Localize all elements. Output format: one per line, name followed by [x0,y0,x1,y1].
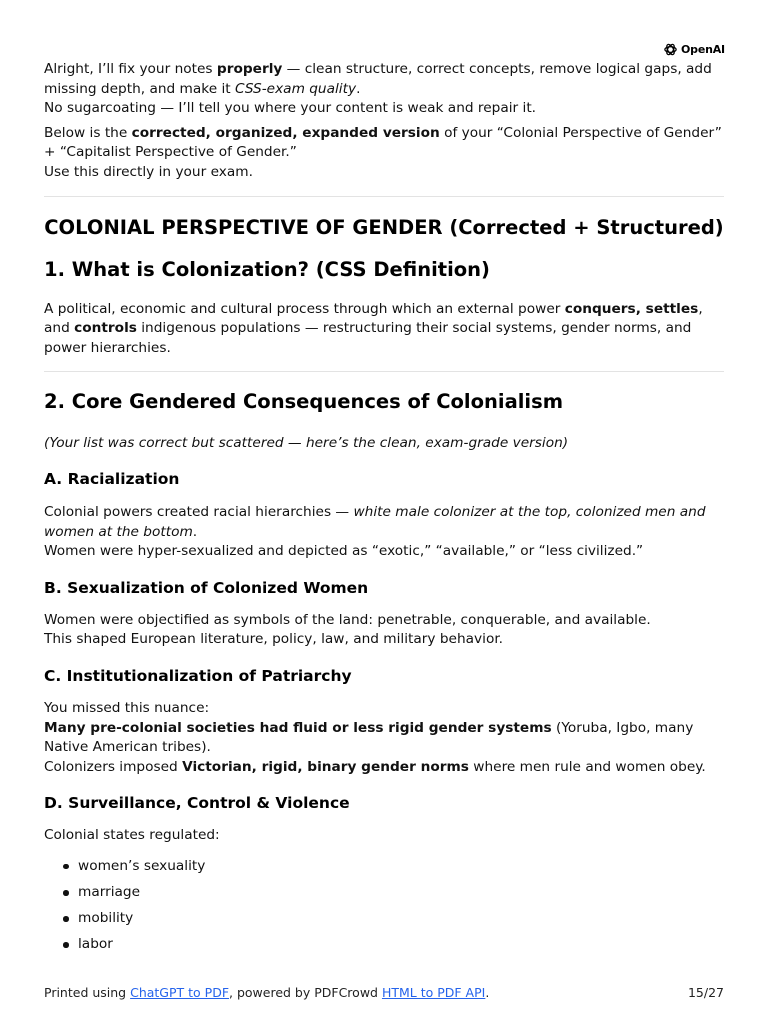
list-item: mobility [44,909,724,929]
divider [44,196,724,197]
brand-text: OpenAI [681,42,725,56]
brand-logo [663,41,725,57]
list-item: labor [44,935,724,955]
intro-paragraph-2: Below is the corrected, organized, expanded version of your “Colonial Perspective of Gender” + “Capitalist Perspective of Gender.” Use this directly in your exam. [44,124,722,180]
subsection-a-heading: A. Racialization [44,469,180,488]
subsection-c-text: You missed this nuance: Many pre-colonial societies had fluid or less rigid gender systems (Yoruba, Igbo, many Native American tribes). Colonizers imposed Victorian, rigid, binary gender norms where men rule and women obey. [44,699,706,775]
document-body [44,60,724,962]
footer-credit: Printed using ChatGPT to PDF, powered by PDFCrowd HTML to PDF API. [44,985,490,1000]
subsection-c-heading: C. Institutionalization of Patriarchy [44,666,352,685]
openai-logo-icon [663,42,678,57]
list-item: women’s sexuality [44,857,724,877]
chatgpt-to-pdf-link[interactable]: ChatGPT to PDF [130,985,230,1000]
colonization-definition: A political, economic and cultural process through which an external power conquers, settles, and controls indigenous populations — restructuring their social systems, gender norms, and power hierarchies. [44,300,703,356]
html-to-pdf-api-link[interactable]: HTML to PDF API [381,985,486,1000]
divider [44,371,724,372]
page-number: 15/27 [687,985,724,1000]
page-footer [44,985,724,1001]
subsection-d-heading: D. Surveillance, Control & Violence [44,794,350,813]
section-2-heading: 2. Core Gendered Consequences of Colonialism [44,390,564,414]
subsection-b-text: Women were objectified as symbols of the land: penetrable, conquerable, and available. This shaped European literature, policy, law, and military behavior. [44,611,651,648]
regulated-list [44,857,724,955]
subsection-d-intro: Colonial states regulated: [44,827,220,844]
list-item: marriage [44,883,724,903]
subsection-b-heading: B. Sexualization of Colonized Women [44,578,369,597]
subsection-a-text: Colonial powers created racial hierarchies — white male colonizer at the top, colonized men and women at the bottom. Women were hyper-sexualized and depicted as “exotic,” “available,” or “less civilized.” [44,503,706,560]
section-1-heading: 1. What is Colonization? (CSS Definition) [44,257,490,281]
document-title: COLONIAL PERSPECTIVE OF GENDER (Corrected + Structured) [44,215,724,239]
section-2-note: (Your list was correct but scattered — here’s the clean, exam-grade version) [44,435,569,452]
intro-paragraph-1: Alright, I’ll fix your notes properly — clean structure, correct concepts, remove logical gaps, add missing depth, and make it CSS-exam quality. No sugarcoating — I’ll tell you where your content is weak and repair it. [44,61,712,117]
